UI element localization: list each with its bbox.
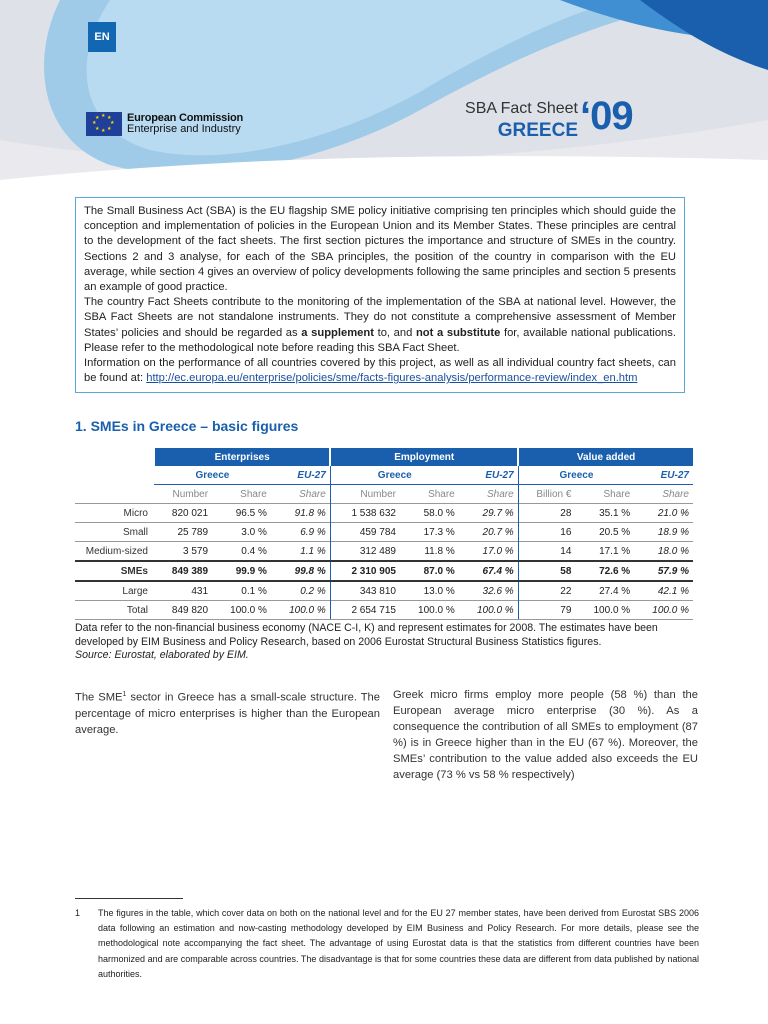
table-cell: 35.1 % bbox=[575, 504, 634, 523]
table-cell: 100.0 % bbox=[459, 601, 518, 620]
table-row bbox=[75, 523, 693, 542]
table-cell: 58 bbox=[518, 561, 575, 581]
sub-header: EU-27 bbox=[459, 466, 518, 485]
table-cell: 27.4 % bbox=[575, 581, 634, 601]
footnote-ref: 1 bbox=[122, 691, 127, 698]
table-row bbox=[75, 561, 693, 581]
table-cell: 18.0 % bbox=[634, 542, 693, 562]
section-title: 1. SMEs in Greece – basic figures bbox=[75, 418, 299, 434]
table-cell: 459 784 bbox=[330, 523, 400, 542]
column-header: Share bbox=[428, 488, 455, 500]
table-cell: 6.9 % bbox=[271, 523, 330, 542]
table-cell: 58.0 % bbox=[400, 504, 459, 523]
row-label: Large bbox=[75, 581, 154, 601]
table-row bbox=[75, 542, 693, 562]
table-cell: 28 bbox=[518, 504, 575, 523]
table-cell: 100.0 % bbox=[271, 601, 330, 620]
table-cell: 820 021 bbox=[154, 504, 212, 523]
table-cell: 13.0 % bbox=[400, 581, 459, 601]
table-cell: 3.0 % bbox=[212, 523, 271, 542]
table-cell: 312 489 bbox=[330, 542, 400, 562]
table-cell: 96.5 % bbox=[212, 504, 271, 523]
table-cell: 18.9 % bbox=[634, 523, 693, 542]
intro-paragraph-3: Information on the performance of all countries covered by this project, as well as all individual country fact sheets, can be found at: http://ec.europa.eu/enterprise/policies/sme/facts-figures-analysis/performance-review/index_en.htm bbox=[84, 357, 676, 385]
table-cell: 32.6 % bbox=[459, 581, 518, 601]
table-cell: 849 820 bbox=[154, 601, 212, 620]
intro-box bbox=[75, 197, 685, 393]
table-cell: 25 789 bbox=[154, 523, 212, 542]
table-cell: 72.6 % bbox=[575, 561, 634, 581]
footnote-divider bbox=[75, 898, 183, 899]
group-header: Value added bbox=[518, 448, 693, 466]
table-cell: 16 bbox=[518, 523, 575, 542]
org-dg: Enterprise and Industry bbox=[127, 123, 241, 135]
row-label: SMEs bbox=[75, 561, 154, 581]
table-cell: 14 bbox=[518, 542, 575, 562]
sub-header: Greece bbox=[518, 466, 634, 485]
table-cell: 11.8 % bbox=[400, 542, 459, 562]
table-row bbox=[75, 601, 693, 620]
table-cell: 20.5 % bbox=[575, 523, 634, 542]
performance-review-link[interactable]: http://ec.europa.eu/enterprise/policies/sme/facts-figures-analysis/performance-review/index_en.htm bbox=[146, 372, 638, 385]
table-cell: 100.0 % bbox=[400, 601, 459, 620]
column-header: Share bbox=[240, 488, 267, 500]
body-text-left: The SME$^1$ sector in Greece has a small-scale structure. The percentage of micro enterprises is higher than the European average. bbox=[75, 691, 380, 736]
body-text-right: Greek micro firms employ more people (58 %) than the European average micro enterprise (30 %). As a consequence the contribution of all SMEs to employment (87 %) is in Greece higher than in the EU (67 %). Moreover, the SMEs’ contribution to the value added also exceeds the EU average (73 % vs 58 % respectively) bbox=[393, 689, 698, 781]
table-cell: 0.4 % bbox=[212, 542, 271, 562]
table-cell: 0.2 % bbox=[271, 581, 330, 601]
table-cell: 29.7 % bbox=[459, 504, 518, 523]
column-header: Number bbox=[360, 488, 396, 500]
column-header: Share bbox=[662, 488, 689, 500]
table-cell: 2 310 905 bbox=[330, 561, 400, 581]
eu-flag-icon: ★ ★ ★ ★ ★ ★ ★ ★ bbox=[86, 112, 122, 136]
table-cell: 67.4 % bbox=[459, 561, 518, 581]
group-header: Employment bbox=[330, 448, 518, 466]
footnote-number: 1 bbox=[75, 908, 81, 918]
intro-paragraph-2: The country Fact Sheets contribute to the monitoring of the implementation of the SBA at national level. However, the SBA Fact Sheets are not standalone instruments. They do not constitute a comprehensive assessment of Member States’ policies and should be regarded as a supplement to, and not a substitute for, available national publications. Please refer to the methodological note before reading this SBA Fact Sheet. bbox=[84, 296, 676, 354]
table-cell: 20.7 % bbox=[459, 523, 518, 542]
column-header: Share bbox=[271, 485, 330, 504]
year-label: ‘09 bbox=[580, 94, 633, 138]
table-cell: 100.0 % bbox=[575, 601, 634, 620]
table-row bbox=[75, 504, 693, 523]
row-label: Small bbox=[75, 523, 154, 542]
sub-header: EU-27 bbox=[634, 466, 693, 485]
language-badge: EN bbox=[88, 22, 116, 52]
country-name: GREECE bbox=[497, 120, 578, 141]
table-cell: 343 810 bbox=[330, 581, 400, 601]
table-cell: 100.0 % bbox=[212, 601, 271, 620]
footnote bbox=[75, 906, 699, 982]
table-cell: 3 579 bbox=[154, 542, 212, 562]
header-banner bbox=[0, 0, 768, 190]
sub-header: Greece bbox=[154, 466, 271, 485]
table-cell: 57.9 % bbox=[634, 561, 693, 581]
table-cell: 99.8 % bbox=[271, 561, 330, 581]
table-cell: 849 389 bbox=[154, 561, 212, 581]
group-header: Enterprises bbox=[154, 448, 330, 466]
table-cell: 17.1 % bbox=[575, 542, 634, 562]
note-text: Data refer to the non-financial business economy (NACE C-I, K) and represent estimates for 2008. The estimates have been developed by EIM Business and Policy Research, based on 2006 Eurostat Structural Business Statistics figures. bbox=[75, 622, 658, 648]
column-header: Share bbox=[459, 485, 518, 504]
row-label: Medium-sized bbox=[75, 542, 154, 562]
row-label: Total bbox=[75, 601, 154, 620]
table-cell: 0.1 % bbox=[212, 581, 271, 601]
sub-header: Greece bbox=[330, 466, 458, 485]
document-title bbox=[440, 100, 578, 142]
org-name: European Commission bbox=[127, 112, 243, 124]
table-cell: 100.0 % bbox=[634, 601, 693, 620]
note-source: Source: Eurostat, elaborated by EIM. bbox=[75, 649, 249, 661]
table-cell: 21.0 % bbox=[634, 504, 693, 523]
table-note bbox=[75, 622, 695, 663]
table-cell: 79 bbox=[518, 601, 575, 620]
table-row bbox=[75, 581, 693, 601]
table-cell: 22 bbox=[518, 581, 575, 601]
sub-header: EU-27 bbox=[271, 466, 330, 485]
table-cell: 2 654 715 bbox=[330, 601, 400, 620]
table-cell: 1.1 % bbox=[271, 542, 330, 562]
row-label: Micro bbox=[75, 504, 154, 523]
table-cell: 42.1 % bbox=[634, 581, 693, 601]
sme-basic-figures-table bbox=[75, 448, 693, 620]
column-header: Number bbox=[172, 488, 209, 500]
table-cell: 99.9 % bbox=[212, 561, 271, 581]
table-cell: 17.0 % bbox=[459, 542, 518, 562]
column-header: Billion € bbox=[536, 488, 572, 500]
intro-paragraph-1: The Small Business Act (SBA) is the EU flagship SME policy initiative comprising ten principles which should guide the conception and implementation of policies in the European Union and its Member States. These principles are central to the development of the fact sheets. The first section pictures the importance and structure of SMEs in the country. Sections 2 and 3 analyse, for each of the SBA principles, the position of the country in comparison with the EU average, while section 4 gives an overview of policy developments following the same principles and section 5 presents an example of good practice. bbox=[84, 205, 676, 294]
table-cell: 1 538 632 bbox=[330, 504, 400, 523]
column-header: Share bbox=[603, 488, 631, 500]
table-cell: 431 bbox=[154, 581, 212, 601]
footnote-text: The figures in the table, which cover data on both on the national level and for the EU 27 member states, have been derived from Eurostat SBS 2006 data following an estimation and now-casting methodology developed by EIM Business and Policy Research. For more details, please see the methodological note accompanying the fact sheet. The advantage of using Eurostat data is that the statistics from different countries have been harmonized and are comparable across countries. The disadvantage is that for some countries these data are different from data published by national authorities. bbox=[98, 908, 699, 979]
table-cell: 17.3 % bbox=[400, 523, 459, 542]
table-cell: 87.0 % bbox=[400, 561, 459, 581]
fact-sheet-label: SBA Fact Sheet bbox=[465, 100, 578, 117]
european-commission-logo bbox=[86, 112, 243, 136]
table-cell: 91.8 % bbox=[271, 504, 330, 523]
